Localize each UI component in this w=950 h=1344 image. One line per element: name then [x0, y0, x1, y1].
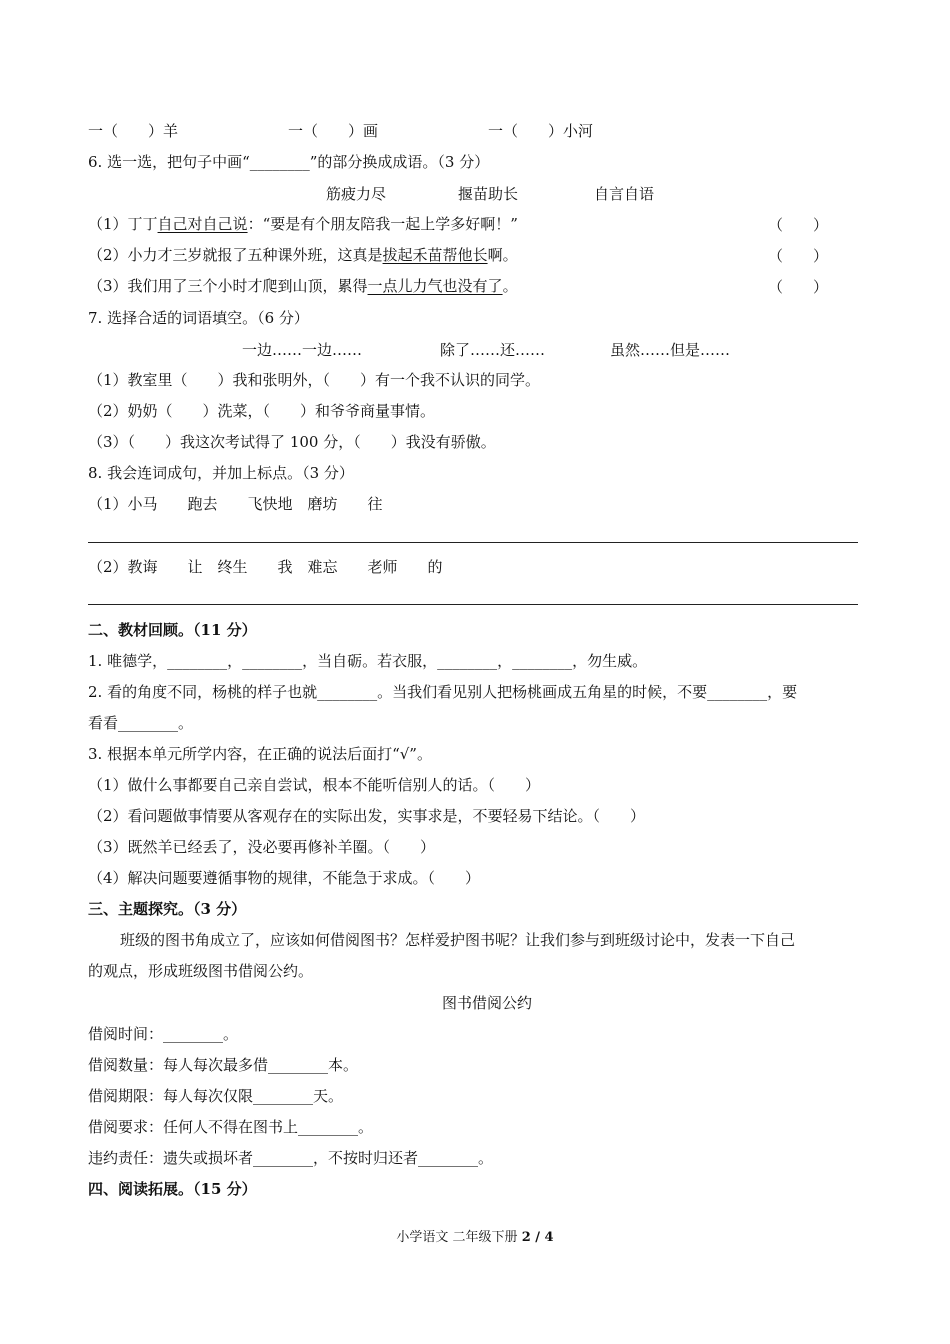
q7-title: 7. 选择合适的词语填空。（6 分） [88, 309, 309, 327]
q6-answer-3[interactable]: （ ） [768, 278, 829, 296]
pact-breach-liability[interactable]: 违约责任：遗失或损坏者________，不按时归还者________。 [88, 1149, 494, 1167]
q6-title: 6. 选一选，把句子中画“________”的部分换成成语。（3 分） [88, 153, 490, 171]
section-4-title: 四、阅读拓展。（15 分） [88, 1180, 257, 1198]
q8-words-2: （2）教诲 让 终生 我 难忘 老师 的 [88, 558, 443, 576]
q6-option-1: 筋疲力尽 [326, 185, 387, 203]
q7-sentence-2[interactable]: （2）奶奶（ ）洗菜，（ ）和爷爷商量事情。 [88, 402, 436, 420]
q7-option-1: 一边……一边…… [242, 341, 363, 359]
q6-option-2: 揠苗助长 [458, 185, 519, 203]
measure-blank-river[interactable]: 一（ ）小河 [488, 122, 594, 140]
q7-sentence-3[interactable]: （3）（ ）我这次考试得了 100 分，（ ）我没有骄傲。 [88, 433, 496, 451]
sec2-q3-item-4[interactable]: （4）解决问题要遵循事物的规律，不能急于求成。（ ） [88, 869, 481, 887]
sec3-intro-line-1: 班级的图书角成立了，应该如何借阅图书？怎样爱护图书呢？让我们参与到班级讨论中，发表一下自己 [120, 931, 796, 949]
sec2-q3-item-2[interactable]: （2）看问题做事情要从客观存在的实际出发，实事求是，不要轻易下结论。（ ） [88, 807, 646, 825]
pact-title: 图书借阅公约 [442, 994, 533, 1012]
q6-sentence-1: （1）丁丁自己对自己说：“要是有个朋友陪我一起上学多好啊！” [88, 215, 518, 233]
q8-title: 8. 我会连词成句，并加上标点。（3 分） [88, 464, 354, 482]
sec2-q3-item-3[interactable]: （3）既然羊已经丢了，没必要再修补羊圈。（ ） [88, 838, 436, 856]
q7-option-3: 虽然……但是…… [610, 341, 731, 359]
section-2-title: 二、教材回顾。（11 分） [88, 621, 257, 639]
q6-sentence-3: （3）我们用了三个小时才爬到山顶，累得一点儿力气也没有了。 [88, 277, 518, 295]
q7-option-2: 除了……还…… [440, 341, 546, 359]
q6-answer-1[interactable]: （ ） [768, 216, 829, 234]
measure-blank-sheep[interactable]: 一（ ）羊 [88, 122, 179, 140]
sec2-q2-line-1[interactable]: 2. 看的角度不同，杨桃的样子也就________。当我们看见别人把杨桃画成五角星的时候，不要________，要 [88, 683, 798, 701]
q6-answer-2[interactable]: （ ） [768, 247, 829, 265]
measure-blank-painting[interactable]: 一（ ）画 [288, 122, 379, 140]
section-3-title: 三、主题探究。（3 分） [88, 900, 247, 918]
sec2-q3-title: 3. 根据本单元所学内容，在正确的说法后面打“√”。 [88, 745, 432, 763]
q8-answer-line-1[interactable] [88, 542, 858, 543]
q8-answer-line-2[interactable] [88, 604, 858, 605]
q6-sentence-2: （2）小力才三岁就报了五种课外班，这真是拔起禾苗帮他长啊。 [88, 246, 518, 264]
q6-option-3: 自言自语 [594, 185, 655, 203]
pact-borrow-requirement[interactable]: 借阅要求：任何人不得在图书上________。 [88, 1118, 374, 1136]
sec2-q2-line-2[interactable]: 看看________。 [88, 714, 194, 732]
sec2-q1[interactable]: 1. 唯德学，________，________，当自砺。若衣服，________，________，勿生威。 [88, 652, 648, 670]
pact-borrow-quantity[interactable]: 借阅数量：每人每次最多借________本。 [88, 1056, 359, 1074]
page-footer [0, 1226, 950, 1245]
q8-words-1: （1）小马 跑去 飞快地 磨坊 往 [88, 495, 383, 513]
q7-sentence-1[interactable]: （1）教室里（ ）我和张明外，（ ）有一个我不认识的同学。 [88, 371, 541, 389]
pact-borrow-period[interactable]: 借阅期限：每人每次仅限________天。 [88, 1087, 344, 1105]
pact-borrow-time[interactable]: 借阅时间：________。 [88, 1025, 239, 1043]
sec2-q3-item-1[interactable]: （1）做什么事都要自己亲自尝试，根本不能听信别人的话。（ ） [88, 776, 541, 794]
page-number: 2 / 4 [521, 1230, 554, 1245]
footer-text: 小学语文 二年级下册 [396, 1230, 522, 1245]
sec3-intro-line-2: 的观点，形成班级图书借阅公约。 [88, 962, 314, 980]
